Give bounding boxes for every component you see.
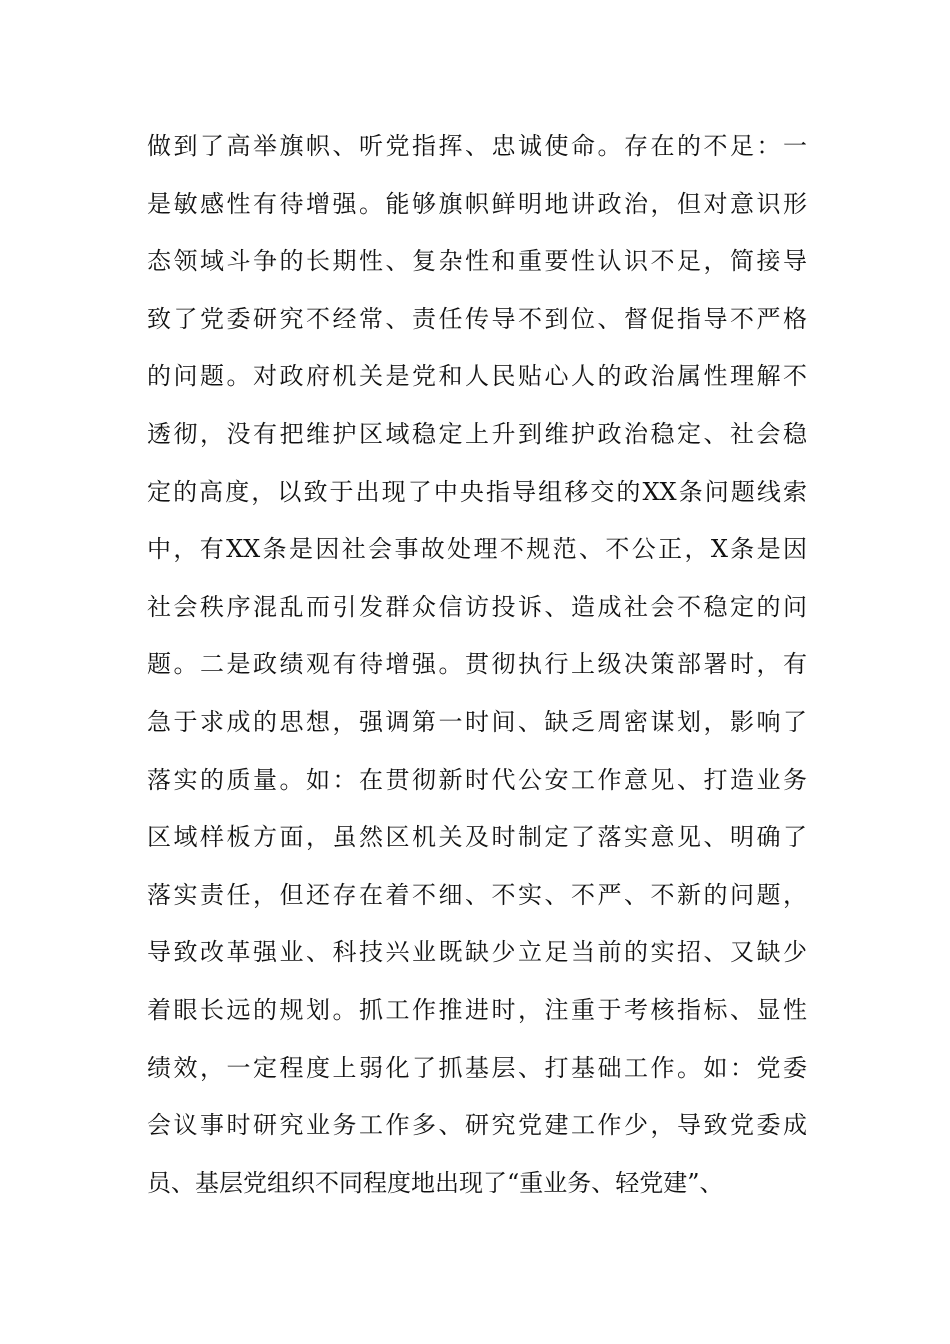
text-line: 导致改革强业、科技兴业既缺少立足当前的实招、又缺少 — [147, 938, 807, 967]
text-line: 致了党委研究不经常、责任传导不到位、督促指导不严格 — [147, 304, 807, 333]
text-line: 定的高度，以致于出现了中央指导组移交的XX条问题线索 — [147, 477, 807, 506]
text-line: 透彻，没有把维护区域稳定上升到维护政治稳定、社会稳 — [147, 419, 807, 448]
text-line: 急于求成的思想，强调第一时间、缺乏周密谋划，影响了 — [147, 707, 807, 736]
text-line: 做到了高举旗帜、听党指挥、忠诚使命。存在的不足：一 — [147, 132, 807, 160]
text-line: 中，有XX条是因社会事故处理不规范、不公正，X条是因 — [147, 535, 807, 564]
text-line: 态领域斗争的长期性、复杂性和重要性认识不足，简接导 — [147, 247, 807, 276]
text-line: 绩效，一定程度上弱化了抓基层、打基础工作。如：党委 — [147, 1053, 807, 1082]
text-line: 着眼长远的规划。抓工作推进时，注重于考核指标、显性 — [147, 995, 807, 1024]
text-line: 题。二是政绩观有待增强。贯彻执行上级决策部署时，有 — [147, 650, 807, 679]
text-line: 会议事时研究业务工作多、研究党建工作少，导致党委成 — [147, 1111, 807, 1140]
text-line: 是敏感性有待增强。能够旗帜鲜明地讲政治，但对意识形 — [147, 189, 807, 218]
text-line: 区域样板方面，虽然区机关及时制定了落实意见、明确了 — [147, 823, 807, 852]
text-line: 社会秩序混乱而引发群众信访投诉、造成社会不稳定的问 — [147, 592, 807, 621]
body-paragraph — [147, 118, 807, 1212]
text-line: 落实的质量。如：在贯彻新时代公安工作意见、打造业务 — [147, 765, 807, 794]
text-line: 落实责任，但还存在着不细、不实、不严、不新的问题， — [147, 880, 807, 909]
text-line: 员、基层党组织不同程度地出现了“重业务、轻党建”、 — [147, 1168, 724, 1197]
text-line: 的问题。对政府机关是党和人民贴心人的政治属性理解不 — [147, 362, 807, 391]
